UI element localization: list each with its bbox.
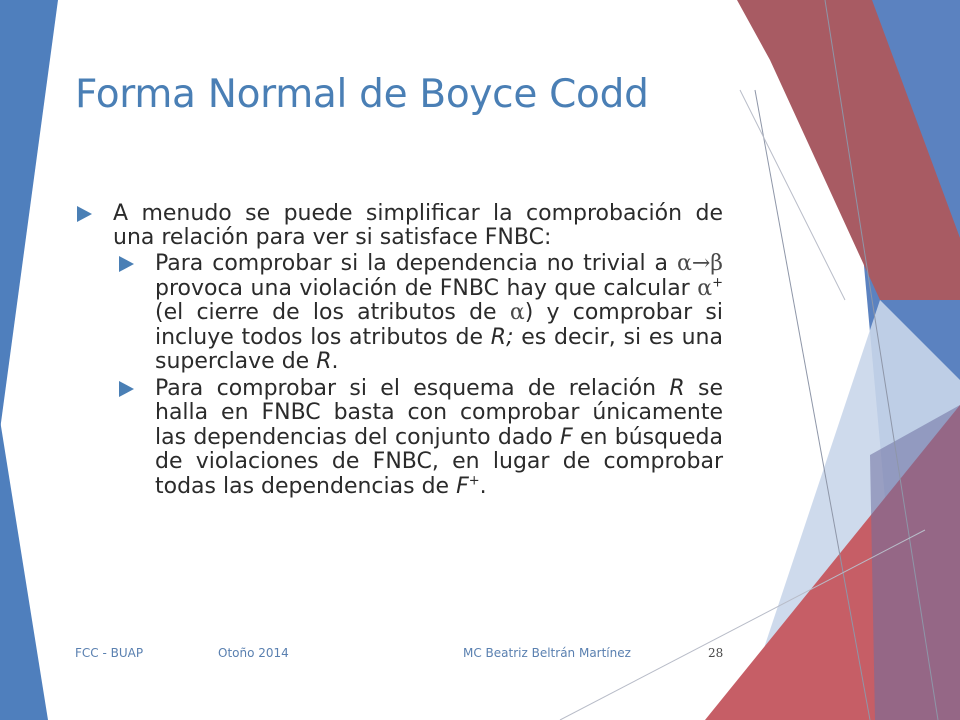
sub-bullet-1-text-6: . xyxy=(331,349,339,374)
alpha-symbol: α xyxy=(676,251,692,276)
relation-r: R xyxy=(316,349,332,374)
left-blue-strip xyxy=(0,0,58,430)
arrow-bullet-icon xyxy=(119,256,134,272)
sub-bullet-1 xyxy=(75,252,723,375)
sub-bullet-1-text-2: provoca una violación de FNBC hay que calcular xyxy=(155,275,698,301)
sub-bullet-1-text-5: es decir, si es una superclave de xyxy=(155,324,723,374)
set-f: F xyxy=(560,424,573,450)
footer-term: Otoño 2014 xyxy=(218,646,289,660)
sub-bullet-1-text-3: (el cierre de los atributos de xyxy=(155,300,510,325)
sub-bullet-1-text-4: ) y comprobar si incluye todos los atributos de xyxy=(155,300,723,350)
relation-r: R; xyxy=(490,324,514,350)
plus-superscript: + xyxy=(712,275,723,291)
left-blue-strip-lower xyxy=(0,420,48,720)
alpha-symbol: α xyxy=(697,275,713,301)
sub-bullet-2 xyxy=(75,377,723,500)
footer-page-number: 28 xyxy=(708,646,724,660)
arrow-bullet-icon xyxy=(77,206,92,222)
relation-r: R xyxy=(669,375,685,401)
set-f: F xyxy=(456,473,469,499)
sub-bullet-2-text-3: en búsqueda de violaciones de FNBC, en lugar de comprobar todas las dependencias de xyxy=(155,424,723,499)
sub-bullet-1-text-1: Para comprobar si la dependencia no trivial a xyxy=(155,251,677,276)
main-bullet-text: A menudo se puede simplificar la comprobación de una relación para ver si satisface FNBC: xyxy=(113,201,723,250)
main-bullet xyxy=(75,202,723,250)
footer-author: MC Beatriz Beltrán Martínez xyxy=(463,646,631,660)
slide-title: Forma Normal de Boyce Codd xyxy=(75,72,649,117)
beta-symbol: β xyxy=(710,251,723,276)
plus-superscript: + xyxy=(468,473,480,489)
sub-bullet-2-text-2: se halla en FNBC basta con comprobar únicamente las dependencias del conjunto dado xyxy=(155,375,723,450)
slide-content xyxy=(75,202,723,499)
sub-bullet-2-text-4: . xyxy=(479,473,487,499)
right-red-overlap xyxy=(870,405,960,720)
arrow-bullet-icon xyxy=(119,381,134,397)
footer-institution: FCC - BUAP xyxy=(75,646,144,660)
arrow-symbol: → xyxy=(691,251,711,276)
sub-bullet-2-text-1: Para comprobar si el esquema de relación xyxy=(155,375,670,401)
alpha-symbol: α xyxy=(509,300,525,325)
